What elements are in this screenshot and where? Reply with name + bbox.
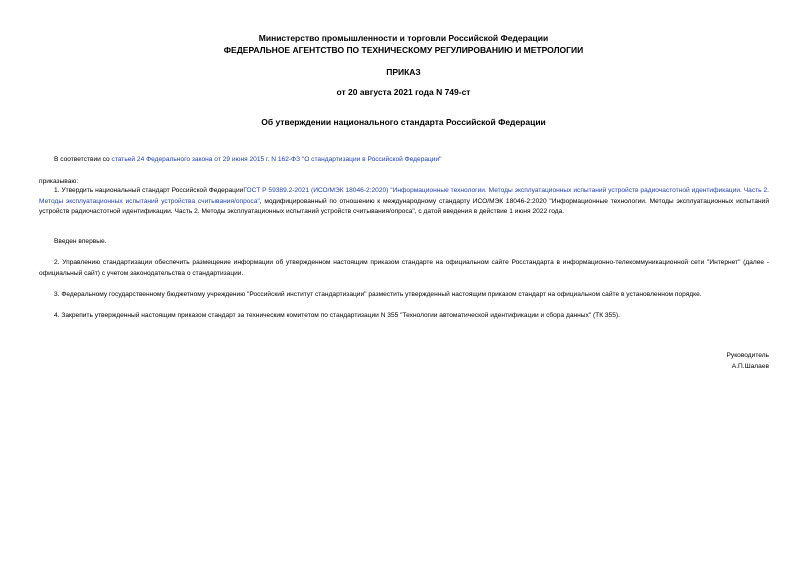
gost-standard-link[interactable]: ГОСТ Р 59389.2-2021 (ИСО/МЭК 18046-2:2020) "Информационные технологии. Методы эксплуатационных испытаний устройств радиочастотной идентификации. Часть 2. Методы эксплуатационных испытаний устройства считывания/опроса" — [39, 187, 769, 205]
item-2-paragraph: 2. Управлению стандартизации обеспечить размещение информации об утвержденном настоящим приказом стандарте на официальном сайте Росстандарта в информационно-телекоммуникационной сети "Интернет" (далее - официальный сайт) с учетом законодательства о стандартизации. — [39, 259, 769, 277]
item-1-suffix: , модифицированный по отношению к международному стандарту ИСО/МЭК 18046-2:2020 "Информационные технологии. Методы эксплуатационных испытаний устройств радиочастотной идентификации. Часть 2. Методы эксплуатационных испытаний устройств считывания/опроса", с датой введения в действие 1 июня 2022 года. — [39, 197, 769, 215]
ministry-heading: Министерство промышленности и торговли Российской Федерации — [258, 33, 549, 43]
item-3-paragraph: 3. Федеральному государственному бюджетному учреждению "Российский институт стандартизации" разместить утвержденный настоящим приказом стандарт на официальном сайте в установленном порядке. — [54, 291, 702, 298]
doc-type-heading: ПРИКАЗ — [386, 67, 421, 77]
introduced-note: Введен впервые. — [54, 238, 107, 245]
signature-block — [727, 351, 769, 372]
preamble-prefix: В соответствии со — [54, 156, 112, 163]
document-title: Об утверждении национального стандарта Российской Федерации — [261, 117, 546, 127]
item-1-prefix: 1. Утвердить национальный стандарт Российской Федерации — [54, 187, 244, 194]
item-4-paragraph: 4. Закрепить утвержденный настоящим приказом стандарт за техническим комитетом по стандартизации N 355 "Технологии автоматической идентификации и сбора данных" (ТК 355). — [54, 312, 620, 319]
item-1-paragraph — [39, 186, 769, 218]
order-word: приказываю: — [39, 178, 79, 185]
federal-law-link[interactable]: статьей 24 Федерального закона от 29 июня 2015 г. N 162-ФЗ "О стандартизации в Российской Федерации" — [111, 156, 442, 163]
date-number-heading: от 20 августа 2021 года N 749-ст — [336, 87, 471, 97]
preamble-paragraph — [39, 155, 769, 166]
signature-role: Руководитель — [726, 352, 769, 359]
signature-name: А.П.Шалаев — [731, 362, 769, 370]
agency-heading: ФЕДЕРАЛЬНОЕ АГЕНТСТВО ПО ТЕХНИЧЕСКОМУ РЕГУЛИРОВАНИЮ И МЕТРОЛОГИИ — [223, 45, 584, 55]
